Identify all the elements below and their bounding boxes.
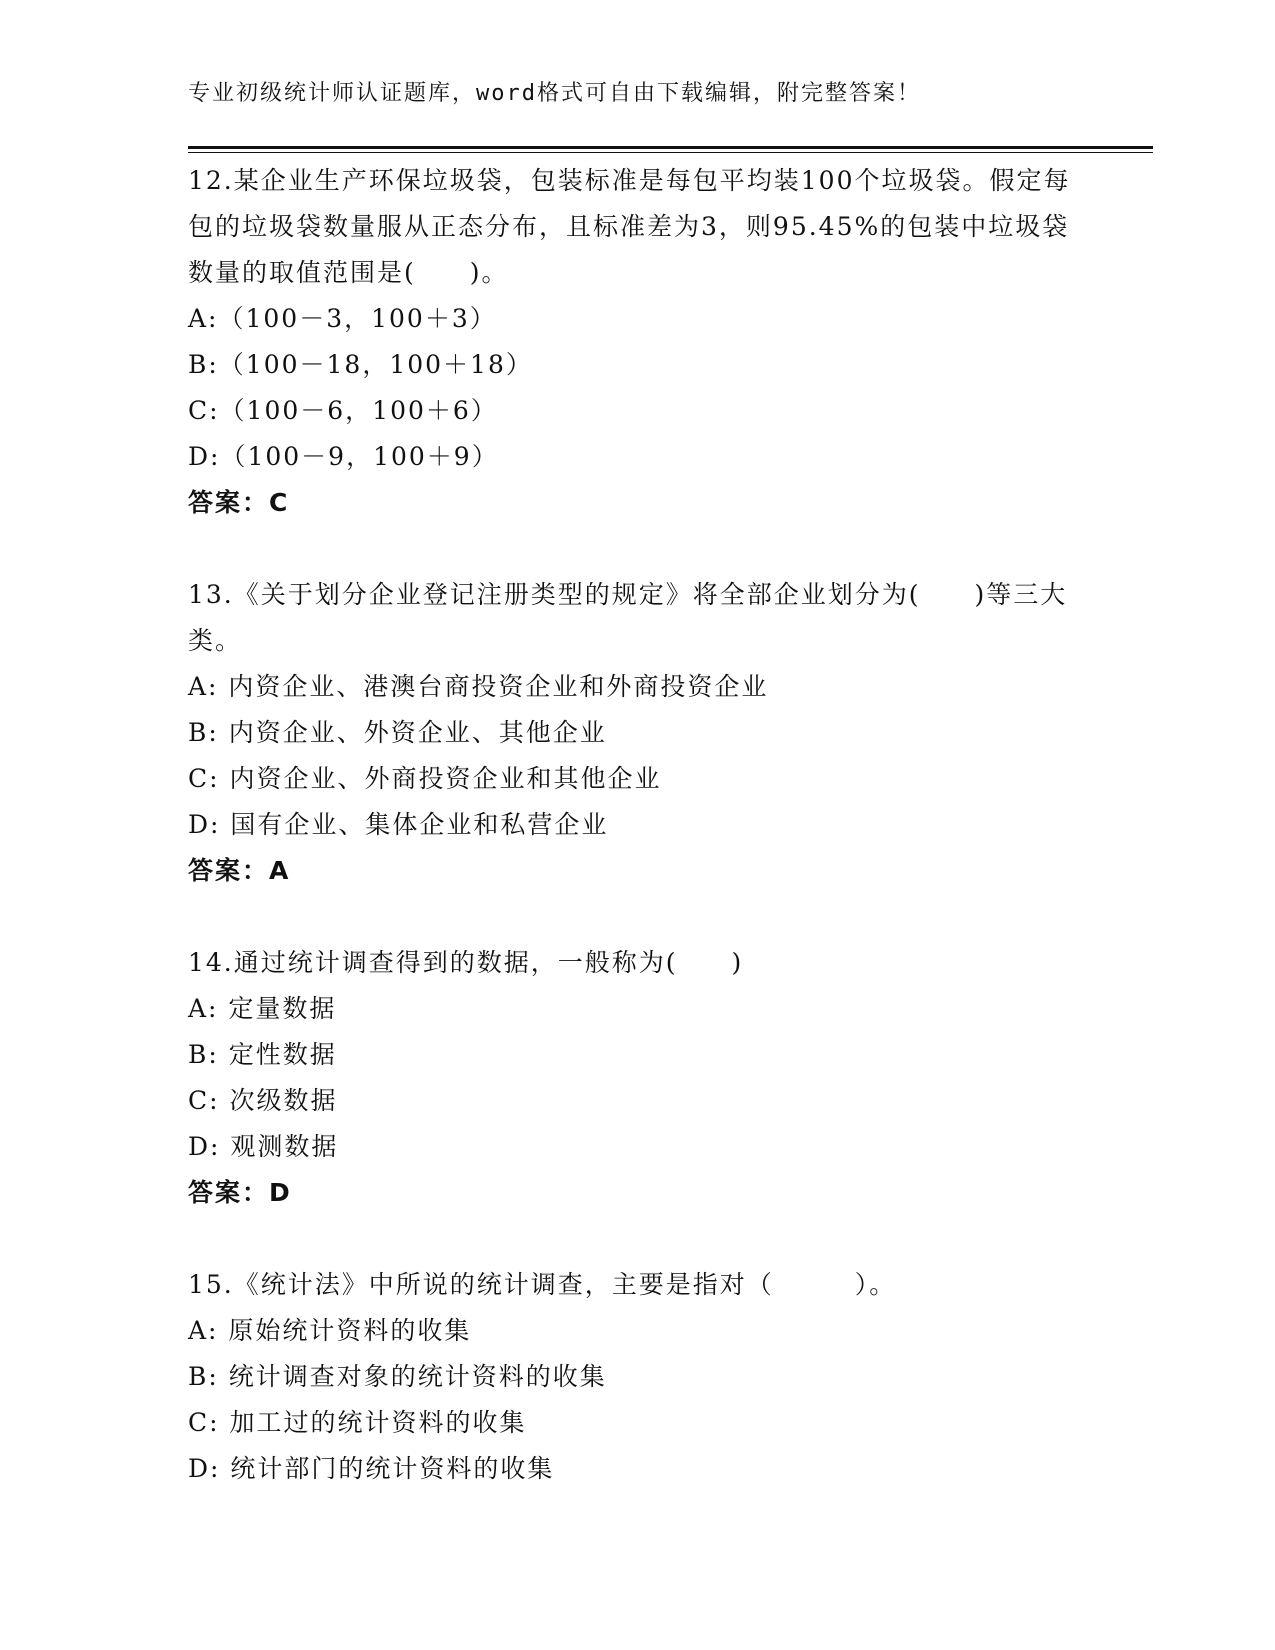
option-a: A: 原始统计资料的收集 <box>188 1316 472 1345</box>
option-b: B: 统计调查对象的统计资料的收集 <box>188 1362 607 1391</box>
option-c: C: 加工过的统计资料的收集 <box>188 1408 527 1437</box>
header-rule-thin <box>188 152 1153 153</box>
option-d: D: 观测数据 <box>188 1132 339 1161</box>
option-c: C: 内资企业、外商投资企业和其他企业 <box>188 764 662 793</box>
option-c: C:（100－6，100＋6） <box>188 396 498 425</box>
question-13 <box>188 572 1088 894</box>
question-14 <box>188 940 1088 1216</box>
answer-line: 答案：C <box>188 488 290 517</box>
question-stem: 12.某企业生产环保垃圾袋，包装标准是每包平均装100个垃圾袋。假定每包的垃圾袋数量服从正态分布，且标准差为3，则95.45%的包装中垃圾袋数量的取值范围是( )。 <box>188 166 1071 287</box>
question-12 <box>188 158 1088 526</box>
option-b: B:（100－18，100＋18） <box>188 350 533 379</box>
question-stem: 13.《关于划分企业登记注册类型的规定》将全部企业划分为( )等三大类。 <box>188 580 1068 655</box>
document-header: 专业初级统计师认证题库，word格式可自由下载编辑，附完整答案！ <box>188 81 921 106</box>
header-rule-thick <box>188 146 1153 149</box>
question-15 <box>188 1262 1088 1492</box>
option-a: A: 内资企业、港澳台商投资企业和外商投资企业 <box>188 672 769 701</box>
option-b: B: 定性数据 <box>188 1040 337 1069</box>
answer-line: 答案：A <box>188 856 291 885</box>
option-c: C: 次级数据 <box>188 1086 338 1115</box>
option-a: A:（100－3，100＋3） <box>188 304 497 333</box>
option-d: D: 统计部门的统计资料的收集 <box>188 1454 555 1483</box>
option-b: B: 内资企业、外资企业、其他企业 <box>188 718 607 747</box>
question-stem: 14.通过统计调查得到的数据，一般称为( ) <box>188 948 744 977</box>
question-list <box>188 158 1088 1538</box>
option-a: A: 定量数据 <box>188 994 337 1023</box>
answer-line: 答案：D <box>188 1178 292 1207</box>
question-stem: 15.《统计法》中所说的统计调查，主要是指对（ ）。 <box>188 1270 897 1299</box>
option-d: D: 国有企业、集体企业和私营企业 <box>188 810 609 839</box>
option-d: D:（100－9，100＋9） <box>188 442 499 471</box>
